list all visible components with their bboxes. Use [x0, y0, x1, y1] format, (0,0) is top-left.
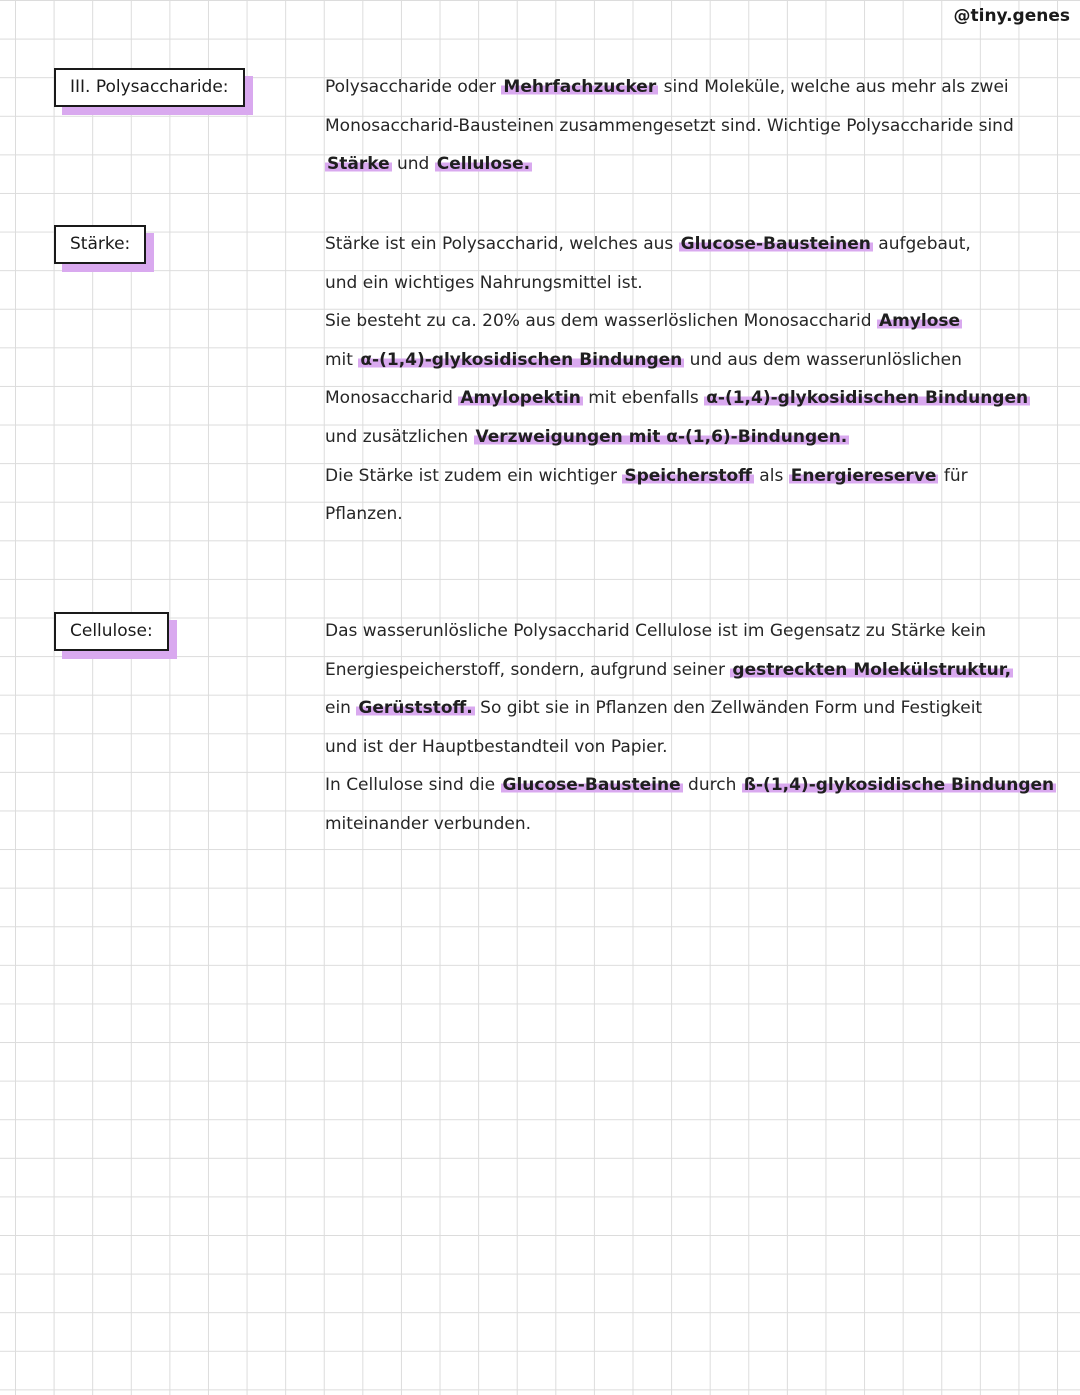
text-line: [325, 457, 1045, 496]
text-run: ein: [325, 698, 357, 719]
highlighted-term: α-(1,4)-glykosidischen Bindungen: [360, 349, 683, 370]
highlighted-term: α-(1,4)-glykosidischen Bindungen: [706, 388, 1029, 409]
text-line: [325, 766, 1055, 805]
text-run: und: [391, 154, 435, 175]
text-line: [325, 145, 1045, 184]
text-line: [325, 341, 1045, 380]
section-label-polysaccharide: III. Polysaccharide:: [54, 68, 245, 107]
text-run: mit ebenfalls: [582, 388, 705, 409]
text-line: [325, 302, 1045, 341]
highlighted-term: Glucose-Bausteinen: [680, 234, 871, 254]
text-line: [325, 612, 1045, 651]
highlighted-term: Stärke: [327, 154, 390, 175]
text-line: [325, 68, 1045, 107]
text-run: aufgebaut,: [872, 234, 971, 254]
text-line: [325, 225, 1045, 264]
highlighted-term: Gerüststoff.: [358, 698, 473, 719]
text-line: [325, 418, 1045, 457]
text-run: durch: [682, 775, 742, 796]
text-run: Stärke ist ein Polysaccharid, welches aus: [325, 234, 679, 254]
text-run: In Cellulose sind die: [325, 775, 501, 796]
text-run: Die Stärke ist zudem ein wichtiger: [325, 465, 623, 486]
text-line: [325, 728, 1045, 767]
highlighted-term: Verzweigungen mit α-(1,6)-Bindungen.: [475, 426, 848, 447]
highlighted-term: Amylose: [878, 311, 961, 332]
text-run: Monosaccharid-Bausteinen zusammengesetzt sind. Wichtige Polysaccharide sind: [325, 115, 1014, 136]
text-run: für: [938, 465, 968, 486]
text-run: und zusätzlichen: [325, 426, 474, 447]
highlighted-term: Cellulose.: [436, 154, 531, 175]
text-line: [325, 495, 1045, 534]
highlighted-term: ß-(1,4)-glykosidische Bindungen: [743, 775, 1055, 796]
text-run: sind Moleküle, welche aus mehr als zwei: [658, 77, 1009, 97]
text-run: Sie besteht zu ca. 20% aus dem wasserlöslichen Monosaccharid: [325, 311, 877, 332]
text-line: [325, 379, 1045, 418]
text-run: Polysaccharide oder: [325, 77, 502, 97]
text-line: [325, 107, 1045, 146]
text-line: [325, 805, 1045, 844]
section-label-staerke: Stärke:: [54, 225, 146, 264]
highlighted-term: Amylopektin: [460, 388, 581, 409]
text-line: [325, 689, 1045, 728]
text-run: Pflanzen.: [325, 504, 403, 525]
text-line: [325, 264, 1045, 303]
text-run: mit: [325, 349, 359, 370]
highlighted-term: Speicherstoff: [624, 465, 752, 486]
section-text-polysaccharide: [325, 68, 1045, 184]
section-text-staerke: [325, 225, 1045, 534]
highlighted-term: Energiereserve: [790, 465, 937, 486]
highlighted-term: Mehrfachzucker: [503, 77, 657, 97]
author-handle: @tiny.genes: [953, 6, 1070, 26]
text-run: Monosaccharid: [325, 388, 459, 409]
text-run: und aus dem wasserunlöslichen: [684, 349, 962, 370]
text-run: als: [753, 465, 789, 486]
text-run: und ist der Hauptbestandteil von Papier.: [325, 736, 668, 757]
text-run: Das wasserunlösliche Polysaccharid Cellulose ist im Gegensatz zu Stärke kein: [325, 621, 987, 641]
text-run: Energiespeicherstoff, sondern, aufgrund seiner: [325, 659, 731, 680]
text-run: So gibt sie in Pflanzen den Zellwänden Form und Festigkeit: [474, 698, 983, 719]
text-run: miteinander verbunden.: [325, 813, 532, 834]
section-label-cellulose: Cellulose:: [54, 612, 169, 651]
section-text-cellulose: [325, 612, 1055, 844]
text-run: und ein wichtiges Nahrungsmittel ist.: [325, 272, 643, 293]
highlighted-term: gestreckten Molekülstruktur,: [732, 659, 1012, 680]
text-line: [325, 651, 1045, 690]
highlighted-term: Glucose-Bausteine: [502, 775, 681, 796]
